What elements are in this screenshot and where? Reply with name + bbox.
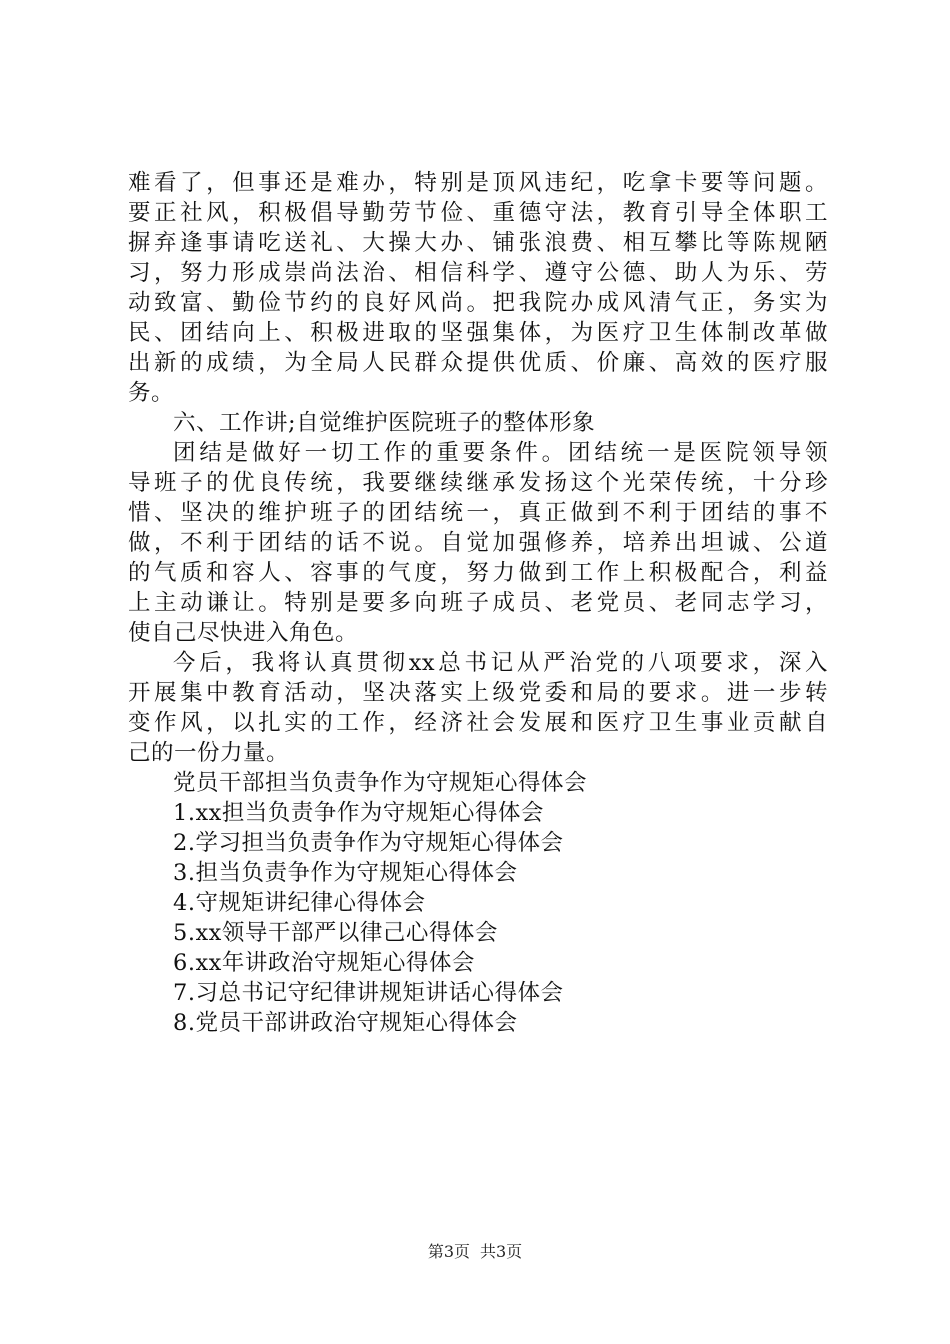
related-article-item: 6.xx年讲政治守规矩心得体会 bbox=[173, 950, 475, 976]
text-line: 上主动谦让。特别是要多向班子成员、老党员、老同志学习， bbox=[128, 590, 828, 616]
related-article-item: 5.xx领导干部严以律己心得体会 bbox=[173, 920, 498, 946]
text-line: 做，不利于团结的话不说。自觉加强修养，培养出坦诚、公道 bbox=[128, 530, 828, 556]
text-line: 习，努力形成崇尚法治、相信科学、遵守公德、助人为乐、劳 bbox=[128, 260, 828, 286]
page-number: 第3页 bbox=[427, 1242, 470, 1261]
document-body bbox=[128, 168, 828, 1038]
text-line: 要正社风，积极倡导勤劳节俭、重德守法，教育引导全体职工 bbox=[128, 200, 828, 226]
page-total: 共3页 bbox=[480, 1242, 523, 1261]
related-article-item: 7.习总书记守纪律讲规矩讲话心得体会 bbox=[173, 980, 564, 1006]
page-footer bbox=[0, 1242, 950, 1262]
text-line: 务。 bbox=[128, 380, 175, 406]
related-article-item: 1.xx担当负责争作为守规矩心得体会 bbox=[173, 800, 544, 826]
text-line: 民、团结向上、积极进取的坚强集体，为医疗卫生体制改革做 bbox=[128, 320, 828, 346]
paragraph-unity bbox=[128, 438, 828, 648]
text-line: 的气质和容人、容事的气度，努力做到工作上积极配合，利益 bbox=[128, 560, 828, 586]
text-line: 今后，我将认真贯彻xx总书记从严治党的八项要求，深入 bbox=[173, 650, 828, 676]
text-line: 使自己尽快进入角色。 bbox=[128, 620, 359, 646]
section-heading: 六、工作讲;自觉维护医院班子的整体形象 bbox=[173, 410, 596, 436]
related-article-item: 8.党员干部讲政治守规矩心得体会 bbox=[173, 1010, 518, 1036]
text-line: 变作风，以扎实的工作，经济社会发展和医疗卫生事业贡献自 bbox=[128, 710, 828, 736]
text-line: 摒弃逢事请吃送礼、大操大办、铺张浪费、相互攀比等陈规陋 bbox=[128, 230, 828, 256]
text-line: 动致富、勤俭节约的良好风尚。把我院办成风清气正，务实为 bbox=[128, 290, 828, 316]
text-line: 开展集中教育活动，坚决落实上级党委和局的要求。进一步转 bbox=[128, 680, 828, 706]
paragraph-continued bbox=[128, 168, 828, 408]
related-articles-title: 党员干部担当负责争作为守规矩心得体会 bbox=[173, 770, 588, 796]
related-article-item: 4.守规矩讲纪律心得体会 bbox=[173, 890, 426, 916]
related-article-item: 2.学习担当负责争作为守规矩心得体会 bbox=[173, 830, 564, 856]
text-line: 导班子的优良传统，我要继续继承发扬这个光荣传统，十分珍 bbox=[128, 470, 828, 496]
text-line: 难看了，但事还是难办，特别是顶风违纪，吃拿卡要等问题。 bbox=[128, 170, 828, 196]
text-line: 惜、坚决的维护班子的团结统一，真正做到不利于团结的事不 bbox=[128, 500, 828, 526]
text-line: 己的一份力量。 bbox=[128, 740, 290, 766]
related-articles-list bbox=[128, 798, 828, 1038]
text-line: 出新的成绩，为全局人民群众提供优质、价廉、高效的医疗服 bbox=[128, 350, 828, 376]
text-line: 团结是做好一切工作的重要条件。团结统一是医院领导领 bbox=[173, 440, 828, 466]
paragraph-conclusion bbox=[128, 648, 828, 768]
related-article-item: 3.担当负责争作为守规矩心得体会 bbox=[173, 860, 518, 886]
